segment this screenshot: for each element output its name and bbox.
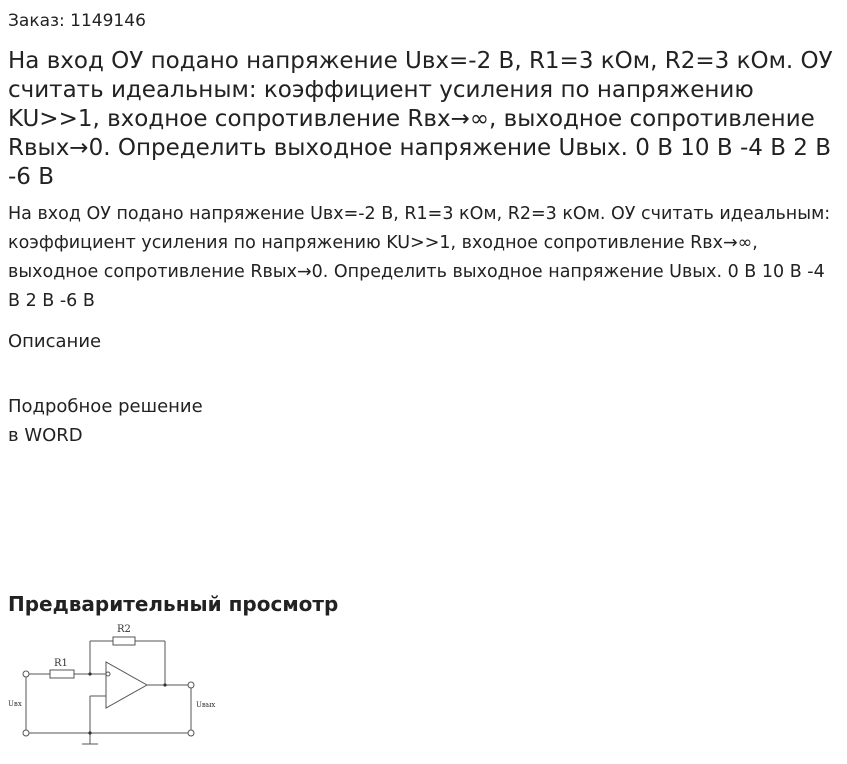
order-number: Заказ: 1149146	[8, 11, 146, 31]
task-description: На вход ОУ подано напряжение Uвх=-2 В, R1=3 кОм, R2=3 кОм. ОУ считать идеальным: коэффициент усиления по напряжению KU>>1, входное сопротивление Rвх→∞, выходное сопротивление Rвых→0. Определить выходное напряжение Uвых. 0 В 10 В -4 В 2 В -6 В	[8, 204, 831, 311]
solution-info	[8, 392, 203, 450]
output-terminal-top	[188, 682, 194, 688]
resistor-r1	[50, 670, 74, 678]
task-title: На вход ОУ подано напряжение Uвх=-2 В, R1=3 кОм, R2=3 кОм. ОУ считать идеальным: коэффициент усиления по напряжению KU>>1, входное сопротивление Rвх→∞, выходное сопротивление Rвых→0. Определить выходное напряжение Uвых. 0 В 10 В -4 В 2 В -6 В	[8, 48, 833, 190]
solution-line-1: Подробное решение	[8, 396, 203, 417]
solution-line-2: в WORD	[8, 425, 83, 446]
preview-heading: Предварительный просмотр	[8, 592, 339, 616]
input-terminal-top	[23, 671, 29, 677]
opamp-symbol	[106, 662, 147, 708]
inverting-input-node	[106, 672, 110, 676]
label-uout: Uвых	[196, 701, 216, 709]
output-terminal-bottom	[188, 730, 194, 736]
resistor-r2	[113, 637, 135, 645]
input-terminal-bottom	[23, 730, 29, 736]
circuit-schematic	[8, 620, 224, 750]
label-r2: R2	[117, 624, 131, 635]
description-label: Описание	[8, 331, 102, 352]
preview-image[interactable]	[8, 620, 224, 750]
label-r1: R1	[54, 658, 68, 669]
label-uin: Uвх	[8, 700, 22, 708]
